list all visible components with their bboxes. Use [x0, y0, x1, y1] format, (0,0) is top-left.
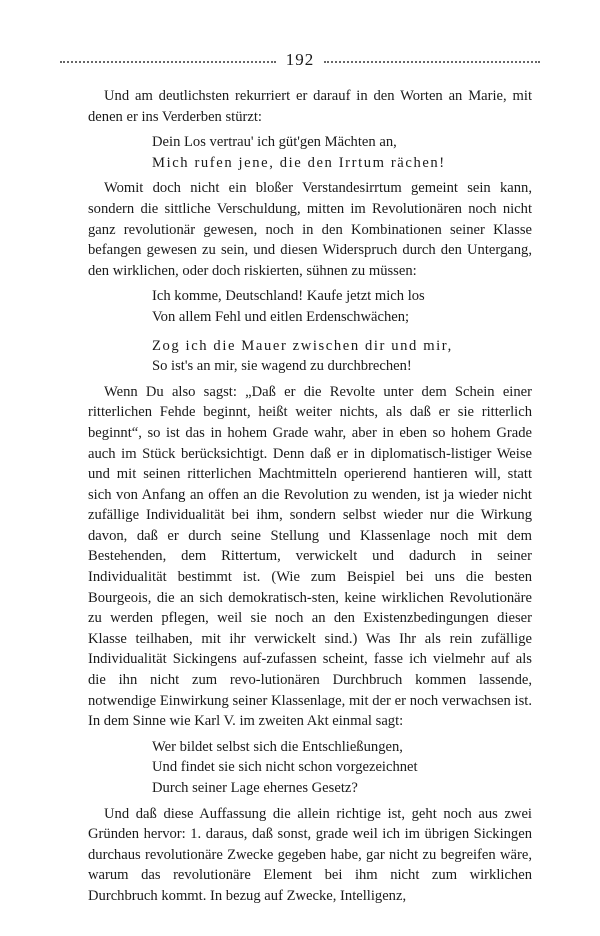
verse-line: Und findet sie sich nicht schon vorgezeichnet [152, 759, 418, 776]
verse-3 [152, 336, 532, 377]
header-rule-right [324, 61, 540, 63]
paragraph-3: Wenn Du also sagst: „Daß er die Revolte unter dem Schein einer ritterlichen Fehde beginnt, heißt weiter nichts, als daß er sie ritterlich beginnt“, so ist das in hohem Grade wahr, aber in eben so hohem Grade auch im Stück berücksichtigt. Denn daß er in diplomatisch-listiger Weise und mit seinen ritterlichen Machtmitteln operierend hantieren will, statt sich von Anfang an offen an die Revolution zu wenden, ist ja wieder nicht zufällige Individualität bei ihm, sondern selbst wieder nur die Wirkung davon, daß er durch seine Stellung und Klassenlage noch mit dem Bestehenden, dem Rittertum, verwickelt und dadurch in seiner Individualität bestimmt ist. (Wie zum Beispiel bei uns die besten Bourgeois, die an sich demokratisch-sten, keine wirklichen Revolutionäre zu werden pflegen, weil sie noch an den Existenzbedingungen dieser Klasse teilhaben, mit ihr verwickelt sind.) Was Ihr als rein zufällige Individualität Sickingens auf-zufassen scheint, fasse ich vielmehr auf als die ihn nicht zum revo-lutionären Durchbruch kommen lassende, notwendige Einwirkung seiner Klassenlage, mit der er noch verwachsen ist. In dem Sinne wie Karl V. im zweiten Akt einmal sagt: [88, 383, 532, 730]
paragraph-1: Und am deutlichsten rekurriert er darauf in den Worten an Marie, mit denen er ins Verderben stürzt: [88, 88, 532, 125]
paragraph-4: Und daß diese Auffassung die allein richtige ist, geht noch aus zwei Gründen hervor: 1. daraus, daß sonst, grade weil ich im übrigen Sickingen durchaus revolutionäre Zwecke gegeben habe, gar nicht zu begreifen wäre, warum das revolutionäre Element bei ihm nicht zum wirklichen Durchbruch kommt. In bezug auf Zwecke, Intelligenz, [88, 805, 532, 904]
verse-line: Zog ich die Mauer zwischen dir und mir, [152, 337, 453, 354]
verse-line: Durch seiner Lage ehernes Gesetz? [152, 780, 358, 796]
page-number: 192 [285, 50, 315, 69]
verse-2 [152, 286, 532, 327]
page-header [60, 50, 540, 70]
paragraph-2: Womit doch nicht ein bloßer Verstandesirrtum gemeint sein kann, sondern die sittliche Verschuldung, mitten im Revolutionären noch nicht ganz revolutionär gewesen, noch in den Kombinationen seiner Klasse befangen gewesen zu sein, und diesen Widerspruch durch den Untergang, den wirklichen, oder doch riskierten, sühnen zu müssen: [88, 180, 532, 279]
verse-line: Mich rufen jene, die den Irrtum rächen! [152, 154, 446, 171]
page-body [88, 86, 532, 907]
verse-4 [152, 737, 532, 799]
verse-line: So ist's an mir, sie wagend zu durchbrechen! [152, 358, 412, 375]
header-rule-left [60, 61, 276, 63]
verse-line: Dein Los vertrau' ich güt'gen Mächten an, [152, 134, 397, 151]
verse-line: Wer bildet selbst sich die Entschließungen, [152, 738, 403, 755]
verse-line: Von allem Fehl und eitlen Erdenschwächen; [152, 308, 410, 325]
verse-1 [152, 132, 532, 173]
verse-line: Ich komme, Deutschland! Kaufe jetzt mich los [152, 288, 425, 305]
